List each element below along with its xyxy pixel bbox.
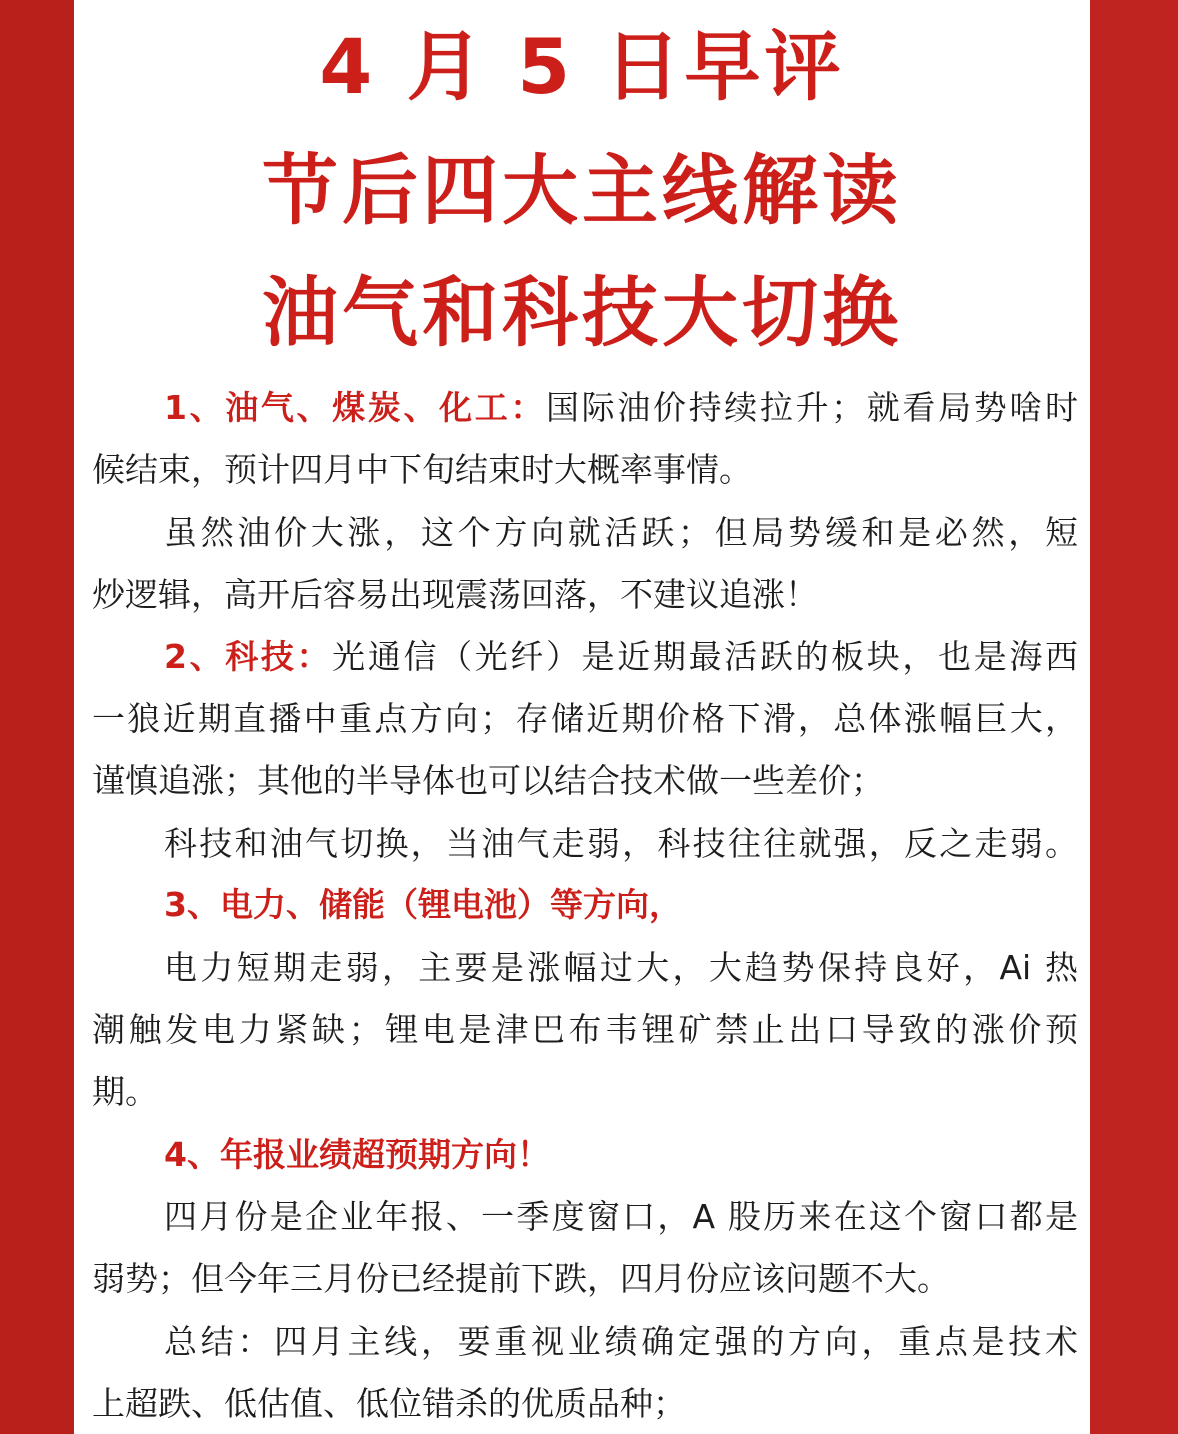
right-border <box>1090 0 1178 1434</box>
section-1-heading: 1、油气、煤炭、化工： <box>164 388 547 427</box>
section-4-heading: 4、年报业绩超预期方向！ <box>164 1135 550 1174</box>
section-2-text: 光通信（光纤）是近期最活跃的板块，也是海西 <box>332 637 1078 676</box>
section-1-para-2-line-1: 虽然油价大涨，这个方向就活跃；但局势缓和是必然，短 <box>164 513 1078 552</box>
section-3-line-1: 电力短期走弱，主要是涨幅过大，大趋势保持良好，Ai 热 <box>164 948 1078 987</box>
section-3-heading: 3、电力、储能（锂电池）等方向， <box>164 885 682 924</box>
document-page <box>74 0 1090 1434</box>
section-1-line-1 <box>164 386 1078 430</box>
section-1-text: 国际油价持续拉升；就看局势啥时 <box>546 388 1078 427</box>
section-4-line-2: 弱势；但今年三月份已经提前下跌，四月份应该问题不大。 <box>92 1259 950 1298</box>
section-2-line-3: 谨慎追涨；其他的半导体也可以结合技术做一些差价； <box>92 761 884 800</box>
section-4-line-1: 四月份是企业年报、一季度窗口，A 股历来在这个窗口都是 <box>164 1197 1078 1236</box>
section-1-para-2-line-2: 炒逻辑，高开后容易出现震荡回落，不建议追涨！ <box>92 575 818 614</box>
title-theme: 油气和科技大切换 <box>262 268 902 357</box>
section-2-para-2: 科技和油气切换，当油气走弱，科技往往就强，反之走弱。 <box>164 824 1078 863</box>
section-3-line-3: 期。 <box>92 1072 158 1111</box>
section-2-line-1 <box>164 635 1078 679</box>
section-2-heading: 2、科技： <box>164 637 333 676</box>
title-subtitle: 节后四大主线解读 <box>262 146 902 235</box>
title-date: 4 月 5 日早评 <box>319 22 845 111</box>
summary-line-2: 上超跌、低估值、低位错杀的优质品种； <box>92 1384 686 1423</box>
summary-line-1: 总结：四月主线，要重视业绩确定强的方向，重点是技术 <box>164 1322 1078 1361</box>
section-3-line-2: 潮触发电力紧缺；锂电是津巴布韦锂矿禁止出口导致的涨价预 <box>92 1010 1078 1049</box>
section-2-line-2: 一狼近期直播中重点方向；存储近期价格下滑，总体涨幅巨大， <box>92 699 1078 738</box>
section-1-line-2: 候结束，预计四月中下旬结束时大概率事情。 <box>92 450 752 489</box>
